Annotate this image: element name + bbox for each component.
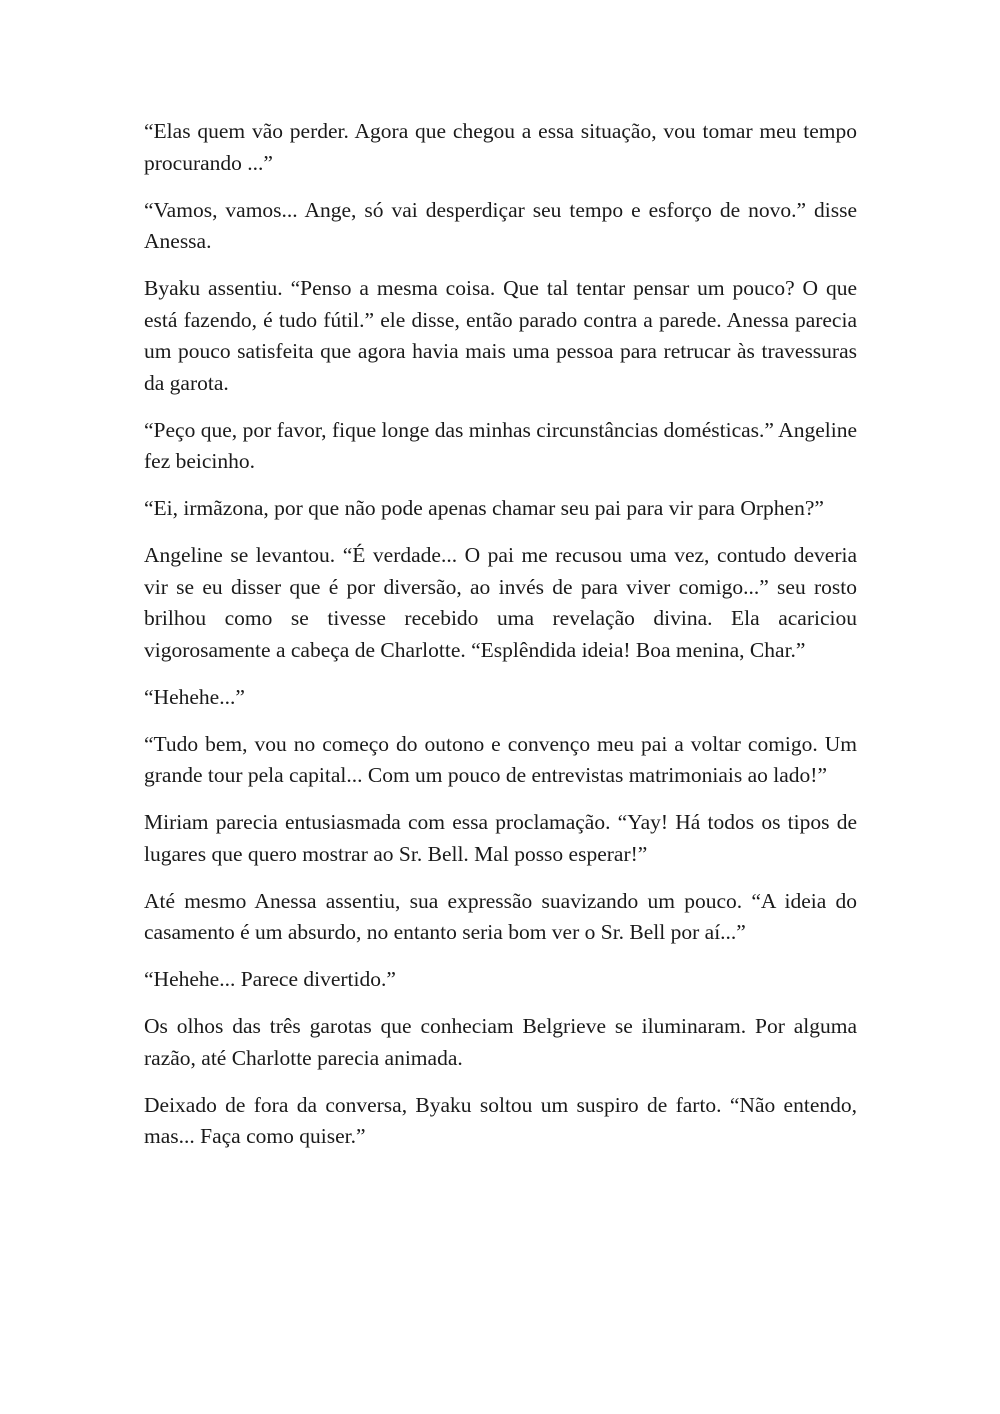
- paragraph: Deixado de fora da conversa, Byaku soltou um suspiro de farto. “Não entendo, mas... Faça como quiser.”: [144, 1092, 857, 1148]
- paragraph: Byaku assentiu. “Penso a mesma coisa. Que tal tentar pensar um pouco? O que está fazendo, é tudo fútil.” ele disse, então parado contra a parede. Anessa parecia um pouco satisfeita que agora havia mais uma pessoa para retrucar às travessuras da garota.: [144, 276, 857, 395]
- paragraph: “Elas quem vão perder. Agora que chegou a essa situação, vou tomar meu tempo procurando ...”: [144, 119, 857, 175]
- paragraph: “Hehehe... Parece divertido.”: [144, 967, 396, 991]
- paragraph: Os olhos das três garotas que conheciam Belgrieve se iluminaram. Por alguma razão, até Charlotte parecia animada.: [144, 1014, 857, 1070]
- paragraph: Angeline se levantou. “É verdade... O pai me recusou uma vez, contudo deveria vir se eu disser que é por diversão, ao invés de para viver comigo...” seu rosto brilhou como se tivesse recebido uma revelação divina. Ela acariciou vigorosamente a cabeça de Charlotte. “Esplêndida ideia! Boa menina, Char.”: [144, 543, 857, 662]
- text-body: [144, 116, 857, 1153]
- paragraph: “Hehehe...”: [144, 684, 245, 709]
- paragraph: “Peço que, por favor, fique longe das minhas circunstâncias domésticas.” Angeline fez beicinho.: [144, 417, 857, 473]
- paragraph: Miriam parecia entusiasmada com essa proclamação. “Yay! Há todos os tipos de lugares que quero mostrar ao Sr. Bell. Mal posso esperar!”: [144, 810, 857, 866]
- paragraph: “Tudo bem, vou no começo do outono e convenço meu pai a voltar comigo. Um grande tour pela capital... Com um pouco de entrevistas matrimoniais ao lado!”: [144, 731, 857, 787]
- paragraph: “Ei, irmãzona, por que não pode apenas chamar seu pai para vir para Orphen?”: [144, 496, 824, 520]
- paragraph: “Vamos, vamos... Ange, só vai desperdiçar seu tempo e esforço de novo.” disse Anessa.: [144, 197, 857, 253]
- paragraph: Até mesmo Anessa assentiu, sua expressão suavizando um pouco. “A ideia do casamento é um absurdo, no entanto seria bom ver o Sr. Bell por aí...”: [144, 888, 857, 944]
